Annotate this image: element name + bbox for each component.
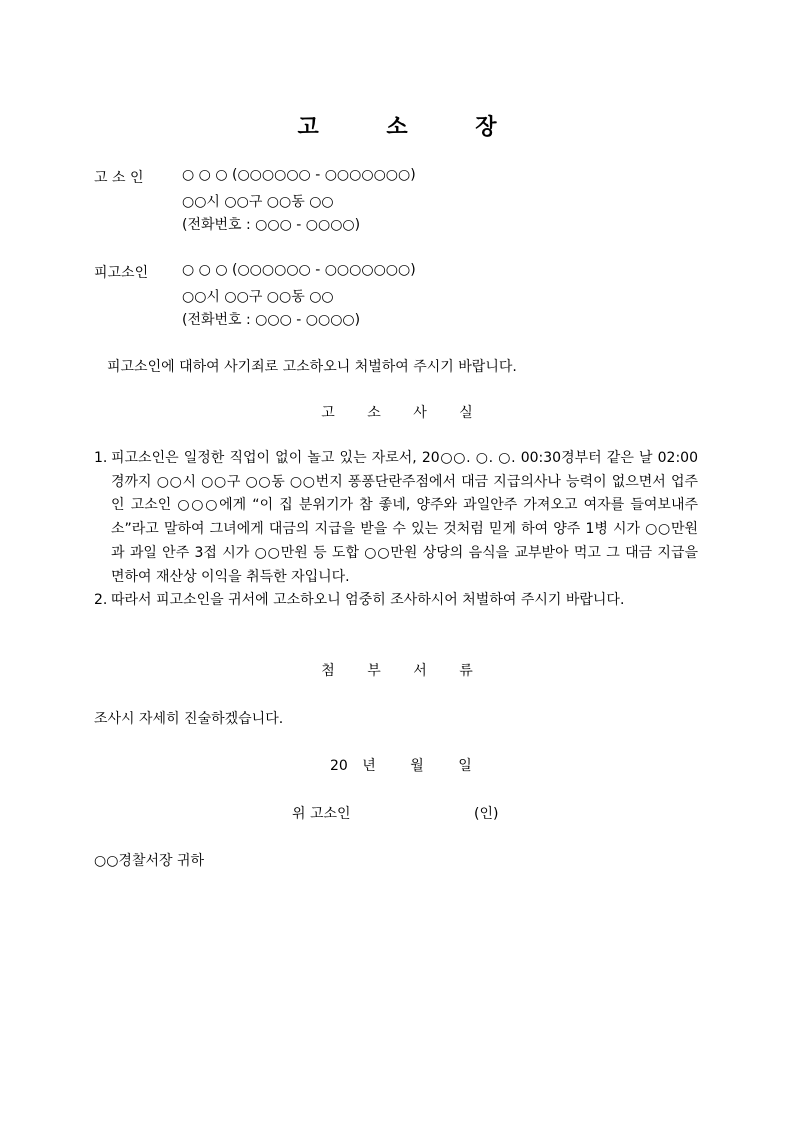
date-line: [330, 755, 472, 775]
document-title: 고 소 장: [297, 115, 527, 140]
fact-text: 따라서 피고소인을 귀서에 고소하오니 엄중히 조사하시어 처벌하여 주시기 바랍니다.: [111, 592, 625, 609]
recipient: ○○경찰서장 귀하: [94, 853, 205, 869]
complaint-purpose: 피고소인에 대하여 사기죄로 고소하오니 처벌하여 주시기 바랍니다.: [107, 359, 517, 375]
complainant-name: ○ ○ ○ (○○○○○○ - ○○○○○○○): [182, 167, 416, 183]
attachments-text: 조사시 자세히 진술하겠습니다.: [94, 711, 284, 727]
complainant-address: ○○시 ○○구 ○○동 ○○: [182, 194, 334, 210]
facts-list: [94, 447, 698, 613]
defendant-phone: (전화번호 : ○○○ - ○○○○): [182, 312, 361, 328]
fact-number: 1.: [94, 450, 108, 466]
defendant-address: ○○시 ○○구 ○○동 ○○: [182, 289, 334, 305]
date-year: 20: [330, 758, 348, 774]
fact-item-2: [94, 589, 698, 613]
date-day-unit: 일: [458, 758, 472, 774]
date-year-unit: 년: [362, 758, 376, 774]
complainant-label: 고 소 인: [94, 170, 144, 186]
complainant-phone: (전화번호 : ○○○ - ○○○○): [182, 217, 361, 233]
defendant-name: ○ ○ ○ (○○○○○○ - ○○○○○○○): [182, 262, 416, 278]
facts-heading: 고 소 사 실: [321, 405, 487, 421]
fact-text: 피고소인은 일정한 직업이 없이 놀고 있는 자로서, 20○○. ○. ○. 00:30경부터 같은 날 02:00경까지 ○○시 ○○구 ○○동 ○○번지 퐁퐁단란주점에서 대금 지급의사나 능력이 없으면서 업주인 고소인 ○○○에게 “이 집 분위기가 참 좋네, 양주와 과일안주 가져오고 여자를 들여보내주소”라고 말하여 그녀에게 대금의 지급을 받을 수 있는 것처럼 믿게 하여 양주 1병 시가 ○○만원과 과일 안주 3접 시가 ○○만원 등 도합 ○○만원 상당의 음식을 교부받아 먹고 그 대금 지급을 면하여 재산상 이익을 취득한 자입니다.: [111, 450, 698, 585]
signature-seal: (인): [474, 806, 499, 822]
signature-label: 위 고소인: [292, 806, 351, 822]
defendant-label: 피고소인: [94, 265, 149, 281]
attachments-heading: 첨 부 서 류: [321, 663, 487, 679]
fact-item-1: [94, 447, 698, 589]
date-month-unit: 월: [410, 758, 424, 774]
fact-number: 2.: [94, 592, 108, 609]
